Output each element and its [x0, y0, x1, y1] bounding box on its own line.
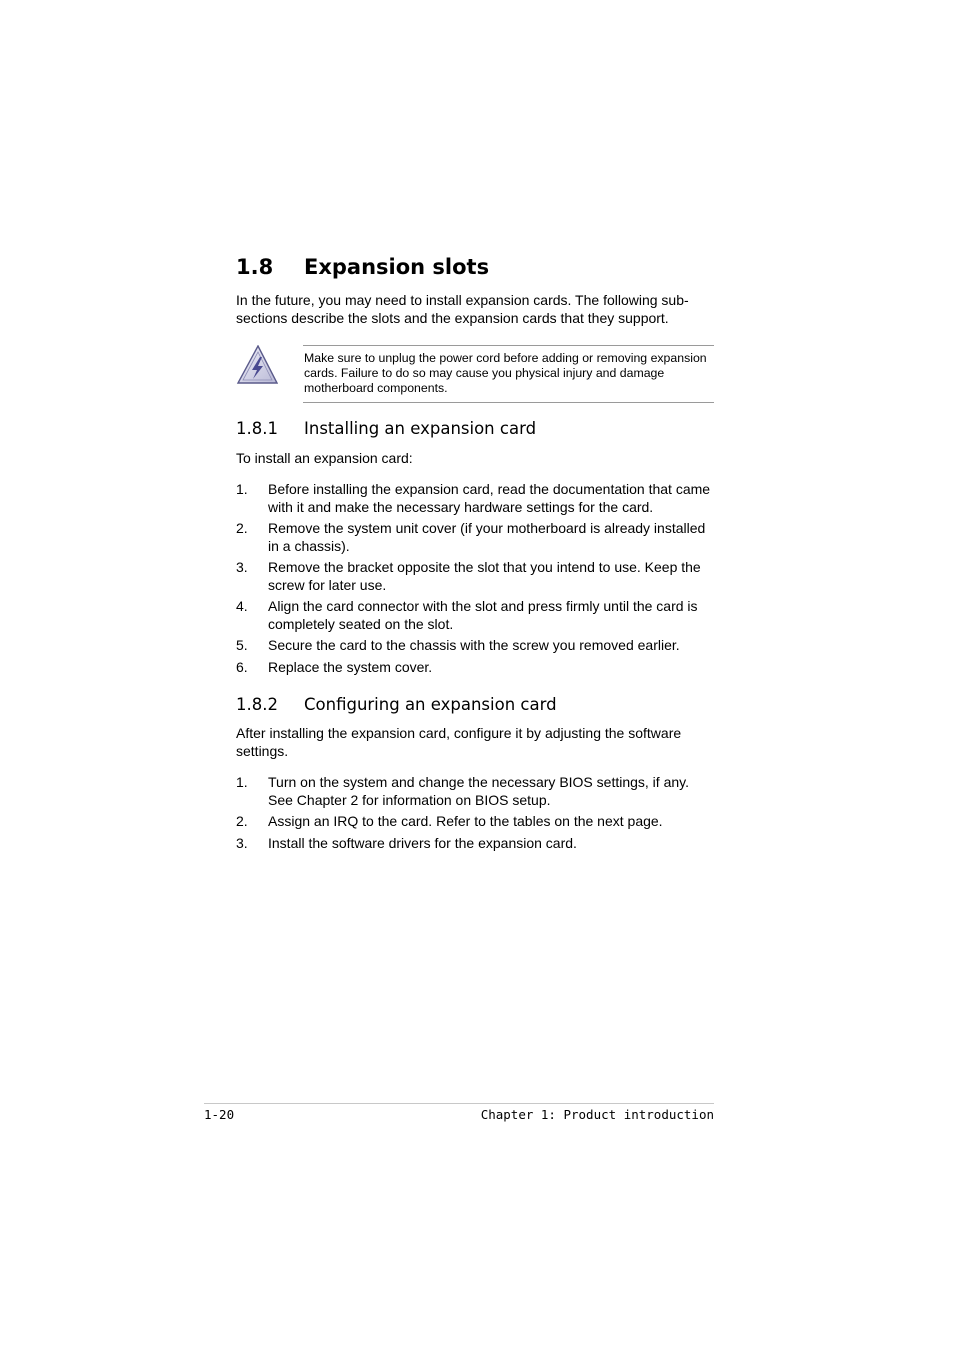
warning-note [236, 345, 714, 403]
section-intro: In the future, you may need to install expansion cards. The following sub-sections describe the slots and the expansion cards that they support. [236, 292, 689, 326]
chapter-title: Chapter 1: Product introduction [480, 1107, 714, 1122]
step-text: Secure the card to the chassis with the screw you removed earlier. [268, 637, 680, 653]
list-item [236, 835, 716, 853]
section-title: Expansion slots [304, 255, 490, 279]
subsection-title: Configuring an expansion card [304, 695, 557, 714]
list-item [236, 813, 716, 831]
configure-steps-list [236, 774, 716, 856]
step-number: 4. [236, 598, 248, 614]
step-text: Align the card connector with the slot and press firmly until the card is completely seated on the slot. [268, 598, 698, 632]
step-text: Before installing the expansion card, read the documentation that came with it and make the necessary hardware settings for the card. [268, 481, 711, 515]
step-number: 6. [236, 658, 248, 675]
note-top-rule [303, 345, 714, 346]
footer-rule [204, 1103, 714, 1104]
step-text: Remove the system unit cover (if your motherboard is already installed in a chassis). [268, 520, 706, 554]
step-number: 3. [236, 834, 248, 851]
warning-icon [236, 345, 278, 385]
section-number: 1.8 [236, 255, 274, 279]
step-text: Turn on the system and change the necessary BIOS settings, if any. See Chapter 2 for information on BIOS setup. [268, 774, 689, 808]
list-item [236, 637, 716, 655]
page-number: 1-20 [204, 1107, 235, 1122]
step-number: 2. [236, 813, 248, 829]
subsection-heading-install [236, 419, 536, 438]
step-number: 5. [236, 637, 248, 653]
list-item [236, 481, 716, 516]
install-lead: To install an expansion card: [236, 450, 413, 466]
step-number: 1. [236, 774, 248, 790]
subsection-title: Installing an expansion card [304, 419, 537, 438]
list-item [236, 598, 716, 633]
list-item [236, 659, 716, 677]
subsection-heading-configure [236, 695, 557, 714]
section-heading [236, 255, 489, 279]
list-item [236, 774, 716, 809]
step-number: 1. [236, 481, 248, 497]
step-text: Remove the bracket opposite the slot that you intend to use. Keep the screw for later use. [268, 559, 701, 593]
step-number: 3. [236, 559, 248, 575]
subsection-number: 1.8.2 [236, 695, 278, 714]
subsection-number: 1.8.1 [236, 419, 278, 438]
step-text: Install the software drivers for the expansion card. [268, 834, 577, 851]
warning-note-text: Make sure to unplug the power cord before adding or removing expansion cards. Failure to do so may cause you physical injury and damage motherboard components. [304, 351, 707, 395]
note-bottom-rule [303, 402, 714, 403]
install-steps-list [236, 481, 716, 680]
list-item [236, 520, 716, 555]
configure-lead: After installing the expansion card, configure it by adjusting the software settings. [236, 725, 682, 759]
step-text: Assign an IRQ to the card. Refer to the tables on the next page. [268, 813, 663, 829]
step-text: Replace the system cover. [268, 658, 433, 675]
list-item [236, 559, 716, 594]
step-number: 2. [236, 520, 248, 536]
